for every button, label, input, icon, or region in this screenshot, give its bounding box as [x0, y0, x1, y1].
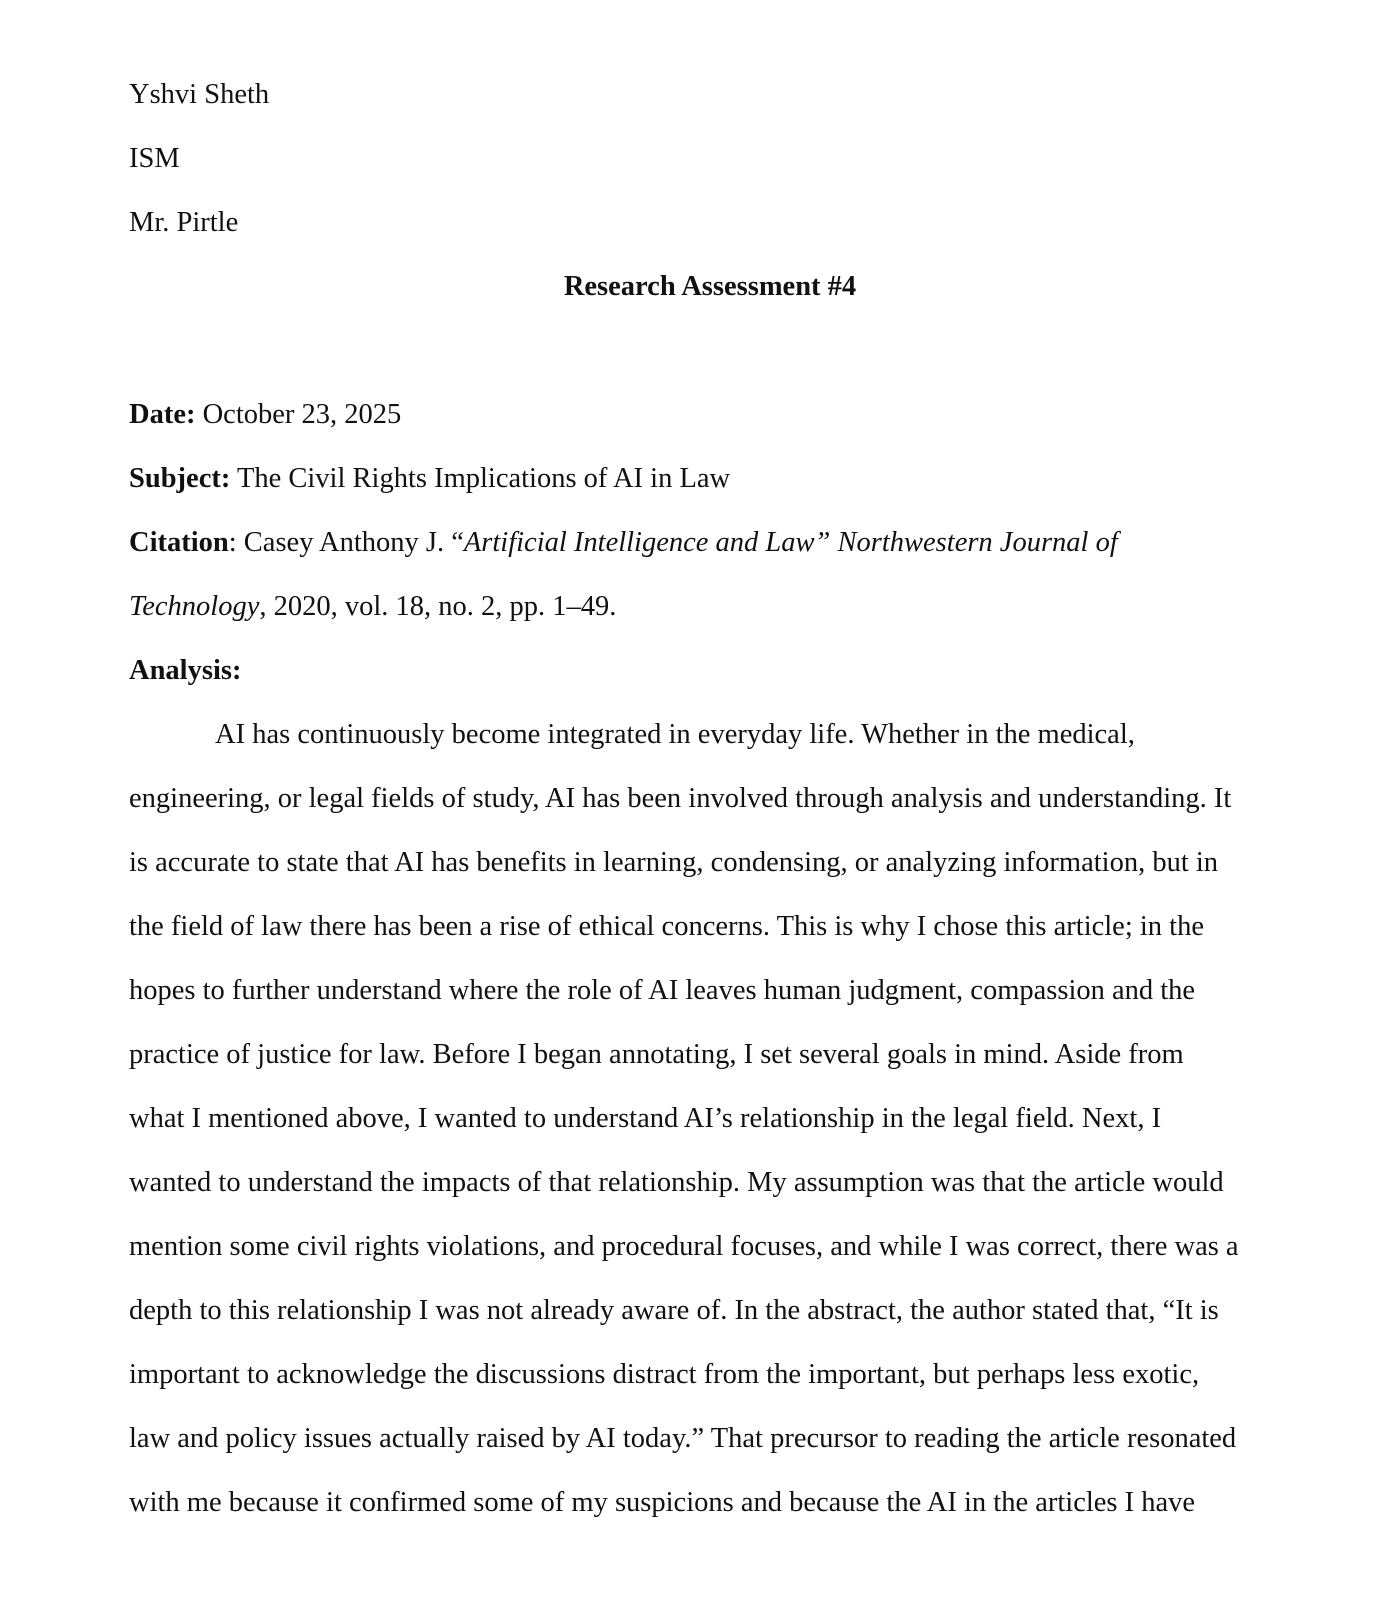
- analysis-label: Analysis:: [129, 655, 242, 686]
- analysis-line: mention some civil rights violations, and procedural focuses, and while I was correct, there was a: [129, 1231, 1239, 1262]
- analysis-line: what I mentioned above, I wanted to understand AI’s relationship in the legal field. Next, I: [129, 1103, 1162, 1134]
- teacher-name: Mr. Pirtle: [129, 207, 239, 238]
- analysis-line: depth to this relationship I was not already aware of. In the abstract, the author stated that, “It is: [129, 1295, 1219, 1326]
- citation-details: , 2020, vol. 18, no. 2, pp. 1–49.: [259, 591, 617, 622]
- citation-journal: Technology: [129, 591, 260, 622]
- analysis-line: with me because it confirmed some of my suspicions and because the AI in the articles I have: [129, 1487, 1196, 1518]
- subject-value: The Civil Rights Implications of AI in Law: [230, 463, 731, 494]
- citation-line-1: [129, 526, 1118, 560]
- citation-title: Artificial Intelligence and Law” Northwestern Journal of: [463, 527, 1118, 558]
- course-name: ISM: [129, 143, 180, 174]
- document-title: Research Assessment #4: [563, 271, 857, 302]
- analysis-line: engineering, or legal fields of study, AI has been involved through analysis and understanding. It: [129, 783, 1232, 814]
- analysis-line: wanted to understand the impacts of that relationship. My assumption was that the article would: [129, 1167, 1224, 1198]
- analysis-line: law and policy issues actually raised by AI today.” That precursor to reading the article resonated: [129, 1423, 1237, 1454]
- subject-line: [129, 462, 730, 496]
- citation-label: Citation: [129, 527, 229, 558]
- date-value: October 23, 2025: [195, 399, 402, 430]
- citation-line-2: [129, 590, 616, 624]
- date-label: Date:: [129, 399, 196, 430]
- author-name: Yshvi Sheth: [129, 79, 270, 110]
- analysis-line: the field of law there has been a rise of ethical concerns. This is why I chose this article; in the: [129, 911, 1204, 942]
- subject-label: Subject:: [129, 463, 231, 494]
- date-line: [129, 398, 401, 432]
- analysis-line: is accurate to state that AI has benefits in learning, condensing, or analyzing information, but in: [129, 847, 1219, 878]
- citation-pre: : Casey Anthony J. “: [228, 527, 464, 558]
- analysis-line: important to acknowledge the discussions distract from the important, but perhaps less exotic,: [129, 1359, 1200, 1390]
- analysis-line: practice of justice for law. Before I began annotating, I set several goals in mind. Aside from: [129, 1039, 1184, 1070]
- analysis-line: hopes to further understand where the role of AI leaves human judgment, compassion and the: [129, 975, 1196, 1006]
- analysis-line: AI has continuously become integrated in everyday life. Whether in the medical,: [215, 719, 1135, 750]
